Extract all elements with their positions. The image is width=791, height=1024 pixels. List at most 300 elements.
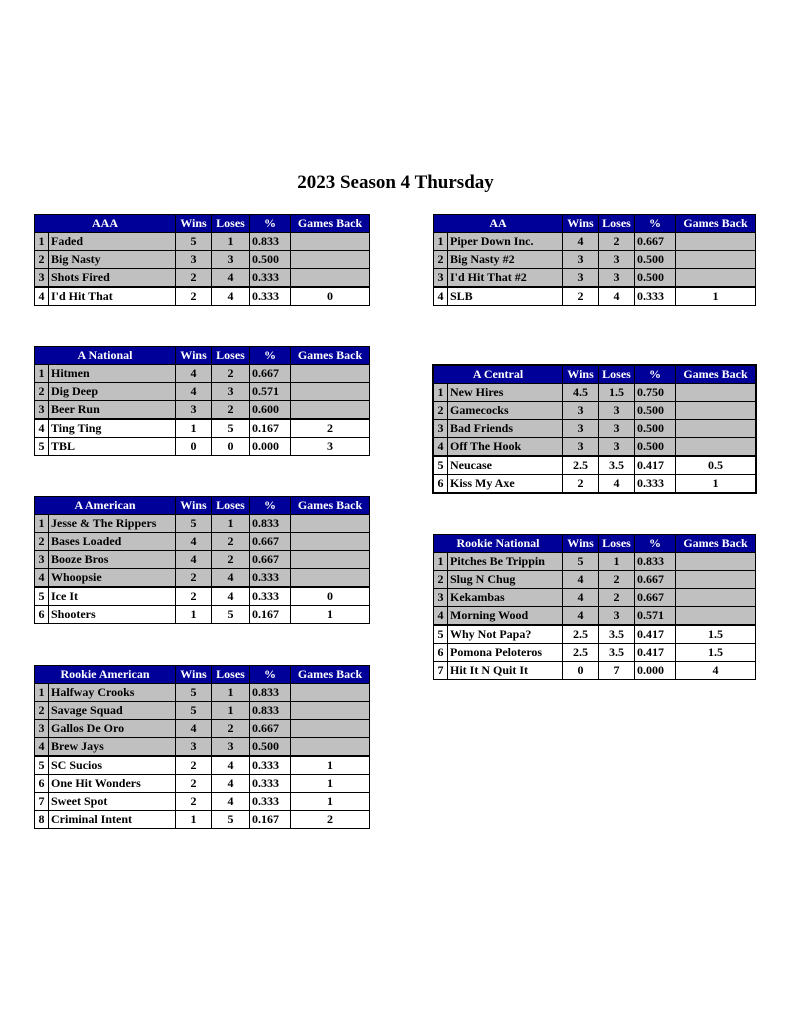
pct-cell: 0.333 (250, 775, 291, 793)
loses-cell: 2 (212, 533, 250, 551)
games-back-cell: 0.5 (676, 456, 756, 475)
loses-cell: 2 (212, 401, 250, 420)
pct-cell: 0.833 (250, 515, 291, 533)
wins-header: Wins (176, 215, 212, 233)
table-row (35, 738, 370, 757)
table-row (35, 383, 370, 401)
games-back-cell: 0 (291, 287, 370, 306)
table-row (35, 287, 370, 306)
wins-cell: 3 (176, 738, 212, 757)
pct-cell: 0.667 (250, 365, 291, 383)
games-back-cell (291, 515, 370, 533)
rank-cell: 8 (35, 811, 49, 829)
standings-table-aa (433, 214, 756, 306)
wins-cell: 1 (176, 606, 212, 624)
rank-cell: 2 (35, 383, 49, 401)
pct-cell: 0.333 (635, 287, 676, 306)
team-name-cell: Hit It N Quit It (448, 662, 563, 680)
pct-cell: 0.750 (635, 384, 676, 402)
rank-cell: 2 (35, 533, 49, 551)
rank-cell: 4 (35, 287, 49, 306)
rank-cell: 3 (35, 720, 49, 738)
table-row (434, 384, 756, 402)
rank-cell: 4 (35, 419, 49, 438)
loses-header: Loses (212, 497, 250, 515)
games-back-cell: 2 (291, 811, 370, 829)
games-back-cell: 0 (291, 587, 370, 606)
games-back-cell: 1 (291, 756, 370, 775)
division-name-header: Rookie American (35, 666, 176, 684)
games-back-cell (676, 384, 756, 402)
pct-cell: 0.667 (250, 533, 291, 551)
loses-cell: 2 (212, 720, 250, 738)
rank-cell: 6 (434, 644, 448, 662)
loses-cell: 3 (212, 383, 250, 401)
loses-cell: 1 (212, 684, 250, 702)
loses-cell: 5 (212, 606, 250, 624)
games-back-cell: 1 (291, 793, 370, 811)
games-back-cell: 1 (291, 606, 370, 624)
wins-cell: 3 (563, 438, 599, 457)
team-name-cell: Ice It (49, 587, 176, 606)
table-header-row (35, 347, 370, 365)
wins-cell: 2 (176, 775, 212, 793)
games-back-cell (676, 589, 756, 607)
loses-header: Loses (212, 215, 250, 233)
standings-table-a-national (34, 346, 370, 456)
loses-cell: 2 (212, 365, 250, 383)
pct-cell: 0.000 (250, 438, 291, 456)
pct-cell: 0.167 (250, 811, 291, 829)
loses-cell: 3 (599, 269, 635, 288)
games-back-cell: 1.5 (676, 644, 756, 662)
rank-cell: 7 (434, 662, 448, 680)
wins-cell: 0 (563, 662, 599, 680)
table-row (35, 551, 370, 569)
table-row (35, 702, 370, 720)
table-row (434, 553, 756, 571)
table-row (35, 793, 370, 811)
pct-cell: 0.333 (635, 475, 676, 493)
games-back-cell (676, 571, 756, 589)
team-name-cell: TBL (49, 438, 176, 456)
pct-cell: 0.417 (635, 644, 676, 662)
rank-cell: 1 (434, 384, 448, 402)
division-name-header: A Central (434, 366, 563, 384)
loses-cell: 0 (212, 438, 250, 456)
games-back-cell: 3 (291, 438, 370, 456)
rank-cell: 6 (434, 475, 448, 493)
loses-cell: 2 (599, 233, 635, 251)
table-row (35, 569, 370, 588)
wins-header: Wins (176, 347, 212, 365)
games-back-cell (676, 233, 756, 251)
rank-cell: 5 (434, 625, 448, 644)
standings-table-a-american (34, 496, 370, 624)
loses-header: Loses (212, 347, 250, 365)
pct-cell: 0.000 (635, 662, 676, 680)
games-back-cell (291, 720, 370, 738)
wins-header: Wins (176, 666, 212, 684)
table-row (434, 625, 756, 644)
team-name-cell: Sweet Spot (49, 793, 176, 811)
games-back-cell: 1 (291, 775, 370, 793)
rank-cell: 3 (35, 269, 49, 288)
rank-cell: 6 (35, 775, 49, 793)
pct-cell: 0.417 (635, 625, 676, 644)
rank-cell: 2 (434, 402, 448, 420)
wins-cell: 4 (563, 607, 599, 626)
wins-cell: 3 (176, 401, 212, 420)
team-name-cell: Savage Squad (49, 702, 176, 720)
rank-cell: 3 (434, 420, 448, 438)
table-row (35, 419, 370, 438)
games-back-header: Games Back (291, 347, 370, 365)
games-back-header: Games Back (676, 215, 756, 233)
pct-cell: 0.833 (250, 702, 291, 720)
team-name-cell: Big Nasty (49, 251, 176, 269)
team-name-cell: Criminal Intent (49, 811, 176, 829)
table-header-row (35, 666, 370, 684)
pct-cell: 0.333 (250, 793, 291, 811)
games-back-cell (676, 402, 756, 420)
team-name-cell: Bases Loaded (49, 533, 176, 551)
table-row (434, 420, 756, 438)
team-name-cell: Jesse & The Rippers (49, 515, 176, 533)
loses-cell: 1 (212, 233, 250, 251)
rank-cell: 4 (434, 438, 448, 457)
rank-cell: 2 (35, 702, 49, 720)
loses-cell: 2 (599, 571, 635, 589)
loses-header: Loses (599, 215, 635, 233)
table-row (434, 233, 756, 251)
team-name-cell: New Hires (448, 384, 563, 402)
team-name-cell: Shooters (49, 606, 176, 624)
wins-cell: 2.5 (563, 625, 599, 644)
loses-cell: 4 (212, 269, 250, 288)
games-back-cell (676, 553, 756, 571)
loses-cell: 2 (212, 551, 250, 569)
team-name-cell: Halfway Crooks (49, 684, 176, 702)
table-row (434, 589, 756, 607)
wins-cell: 2 (176, 287, 212, 306)
games-back-cell (676, 438, 756, 457)
pct-cell: 0.667 (635, 589, 676, 607)
pct-cell: 0.417 (635, 456, 676, 475)
pct-cell: 0.333 (250, 287, 291, 306)
games-back-cell (676, 607, 756, 626)
team-name-cell: Morning Wood (448, 607, 563, 626)
table-row (35, 401, 370, 420)
team-name-cell: Neucase (448, 456, 563, 475)
pct-cell: 0.833 (635, 553, 676, 571)
wins-cell: 5 (563, 553, 599, 571)
team-name-cell: One Hit Wonders (49, 775, 176, 793)
team-name-cell: Shots Fired (49, 269, 176, 288)
table-row (35, 269, 370, 288)
team-name-cell: Piper Down Inc. (448, 233, 563, 251)
loses-header: Loses (212, 666, 250, 684)
team-name-cell: Brew Jays (49, 738, 176, 757)
table-row (35, 775, 370, 793)
loses-cell: 3 (599, 438, 635, 457)
pct-header: % (635, 366, 676, 384)
wins-cell: 3 (563, 251, 599, 269)
pct-cell: 0.667 (250, 720, 291, 738)
rank-cell: 1 (35, 365, 49, 383)
table-row (35, 684, 370, 702)
pct-cell: 0.500 (635, 438, 676, 457)
loses-cell: 3.5 (599, 625, 635, 644)
wins-cell: 2 (176, 269, 212, 288)
pct-cell: 0.667 (635, 233, 676, 251)
loses-cell: 3 (599, 402, 635, 420)
games-back-cell (291, 684, 370, 702)
loses-cell: 4 (212, 775, 250, 793)
pct-cell: 0.600 (250, 401, 291, 420)
rank-cell: 1 (35, 684, 49, 702)
games-back-cell (676, 420, 756, 438)
wins-cell: 2 (176, 569, 212, 588)
pct-cell: 0.833 (250, 684, 291, 702)
table-row (35, 811, 370, 829)
pct-cell: 0.500 (635, 251, 676, 269)
rank-cell: 3 (434, 269, 448, 288)
games-back-header: Games Back (676, 366, 756, 384)
team-name-cell: Pomona Peloteros (448, 644, 563, 662)
wins-cell: 2.5 (563, 644, 599, 662)
games-back-cell (291, 738, 370, 757)
wins-cell: 2 (176, 793, 212, 811)
games-back-cell: 1 (676, 287, 756, 306)
loses-cell: 5 (212, 419, 250, 438)
wins-cell: 3 (176, 251, 212, 269)
page-title: 2023 Season 4 Thursday (297, 172, 494, 193)
loses-cell: 4 (212, 587, 250, 606)
wins-cell: 2.5 (563, 456, 599, 475)
rank-cell: 1 (434, 233, 448, 251)
games-back-cell (291, 702, 370, 720)
games-back-cell (676, 269, 756, 288)
team-name-cell: Slug N Chug (448, 571, 563, 589)
games-back-cell: 1 (676, 475, 756, 493)
rank-cell: 7 (35, 793, 49, 811)
games-back-cell (291, 383, 370, 401)
wins-cell: 5 (176, 684, 212, 702)
rank-cell: 3 (434, 589, 448, 607)
wins-cell: 3 (563, 420, 599, 438)
games-back-header: Games Back (676, 535, 756, 553)
standings-table-rookie-national (433, 534, 756, 680)
team-name-cell: Bad Friends (448, 420, 563, 438)
loses-cell: 3 (212, 251, 250, 269)
table-row (35, 533, 370, 551)
table-header-row (434, 535, 756, 553)
pct-cell: 0.571 (635, 607, 676, 626)
pct-cell: 0.500 (250, 738, 291, 757)
table-row (35, 251, 370, 269)
loses-cell: 1 (212, 702, 250, 720)
games-back-header: Games Back (291, 215, 370, 233)
rank-cell: 1 (35, 233, 49, 251)
games-back-cell: 2 (291, 419, 370, 438)
division-name-header: AAA (35, 215, 176, 233)
loses-cell: 2 (599, 589, 635, 607)
team-name-cell: Pitches Be Trippin (448, 553, 563, 571)
wins-cell: 5 (176, 702, 212, 720)
pct-header: % (250, 347, 291, 365)
table-header-row (35, 497, 370, 515)
rank-cell: 1 (434, 553, 448, 571)
loses-cell: 7 (599, 662, 635, 680)
pct-cell: 0.500 (635, 420, 676, 438)
wins-cell: 3 (563, 269, 599, 288)
wins-cell: 4.5 (563, 384, 599, 402)
wins-cell: 1 (176, 811, 212, 829)
loses-cell: 4 (212, 569, 250, 588)
division-name-header: Rookie National (434, 535, 563, 553)
wins-header: Wins (563, 366, 599, 384)
games-back-cell (291, 365, 370, 383)
table-row (35, 720, 370, 738)
pct-header: % (635, 535, 676, 553)
games-back-cell (291, 533, 370, 551)
team-name-cell: Why Not Papa? (448, 625, 563, 644)
wins-cell: 4 (176, 383, 212, 401)
rank-cell: 1 (35, 515, 49, 533)
pct-cell: 0.167 (250, 419, 291, 438)
pct-header: % (250, 666, 291, 684)
rank-cell: 4 (35, 569, 49, 588)
table-row (434, 475, 756, 493)
rank-cell: 5 (35, 587, 49, 606)
division-name-header: A National (35, 347, 176, 365)
loses-cell: 3 (212, 738, 250, 757)
team-name-cell: Kekambas (448, 589, 563, 607)
wins-header: Wins (176, 497, 212, 515)
rank-cell: 2 (35, 251, 49, 269)
table-row (35, 515, 370, 533)
wins-header: Wins (563, 535, 599, 553)
loses-cell: 4 (599, 287, 635, 306)
table-row (434, 438, 756, 457)
wins-cell: 5 (176, 515, 212, 533)
team-name-cell: SLB (448, 287, 563, 306)
table-row (434, 251, 756, 269)
table-header-row (35, 215, 370, 233)
team-name-cell: Gallos De Oro (49, 720, 176, 738)
table-row (434, 287, 756, 306)
table-row (434, 456, 756, 475)
pct-cell: 0.333 (250, 569, 291, 588)
rank-cell: 5 (434, 456, 448, 475)
games-back-cell (291, 233, 370, 251)
table-row (434, 607, 756, 626)
team-name-cell: Whoopsie (49, 569, 176, 588)
wins-header: Wins (563, 215, 599, 233)
loses-cell: 4 (212, 793, 250, 811)
table-row (434, 269, 756, 288)
table-row (35, 365, 370, 383)
team-name-cell: Dig Deep (49, 383, 176, 401)
wins-cell: 4 (176, 365, 212, 383)
pct-cell: 0.500 (635, 402, 676, 420)
loses-header: Loses (599, 366, 635, 384)
loses-cell: 3 (599, 607, 635, 626)
games-back-header: Games Back (291, 497, 370, 515)
wins-cell: 2 (563, 287, 599, 306)
loses-cell: 1 (599, 553, 635, 571)
rank-cell: 2 (434, 251, 448, 269)
table-row (35, 587, 370, 606)
team-name-cell: SC Sucios (49, 756, 176, 775)
loses-cell: 3.5 (599, 456, 635, 475)
table-row (434, 662, 756, 680)
pct-cell: 0.333 (250, 587, 291, 606)
wins-cell: 4 (563, 571, 599, 589)
games-back-cell (291, 269, 370, 288)
rank-cell: 3 (35, 401, 49, 420)
wins-cell: 1 (176, 419, 212, 438)
games-back-cell (291, 251, 370, 269)
loses-cell: 1.5 (599, 384, 635, 402)
wins-cell: 4 (176, 551, 212, 569)
games-back-cell: 4 (676, 662, 756, 680)
loses-cell: 1 (212, 515, 250, 533)
rank-cell: 6 (35, 606, 49, 624)
team-name-cell: Ting Ting (49, 419, 176, 438)
rank-cell: 5 (35, 438, 49, 456)
rank-cell: 4 (35, 738, 49, 757)
wins-cell: 3 (563, 402, 599, 420)
team-name-cell: Gamecocks (448, 402, 563, 420)
table-row (434, 571, 756, 589)
loses-header: Loses (599, 535, 635, 553)
loses-cell: 4 (212, 287, 250, 306)
standings-table-rookie-american (34, 665, 370, 829)
pct-cell: 0.333 (250, 269, 291, 288)
rank-cell: 5 (35, 756, 49, 775)
team-name-cell: I'd Hit That (49, 287, 176, 306)
wins-cell: 4 (176, 533, 212, 551)
team-name-cell: Booze Bros (49, 551, 176, 569)
loses-cell: 3.5 (599, 644, 635, 662)
rank-cell: 4 (434, 287, 448, 306)
games-back-cell (291, 551, 370, 569)
pct-cell: 0.167 (250, 606, 291, 624)
wins-cell: 5 (176, 233, 212, 251)
table-row (434, 644, 756, 662)
team-name-cell: Off The Hook (448, 438, 563, 457)
pct-cell: 0.571 (250, 383, 291, 401)
table-row (35, 606, 370, 624)
table-header-row (434, 366, 756, 384)
team-name-cell: I'd Hit That #2 (448, 269, 563, 288)
division-name-header: A American (35, 497, 176, 515)
wins-cell: 4 (563, 233, 599, 251)
pct-cell: 0.500 (635, 269, 676, 288)
team-name-cell: Kiss My Axe (448, 475, 563, 493)
loses-cell: 3 (599, 420, 635, 438)
pct-header: % (250, 497, 291, 515)
standings-table-a-central (433, 365, 756, 493)
rank-cell: 4 (434, 607, 448, 626)
loses-cell: 4 (599, 475, 635, 493)
loses-cell: 4 (212, 756, 250, 775)
wins-cell: 4 (176, 720, 212, 738)
wins-cell: 4 (563, 589, 599, 607)
wins-cell: 2 (176, 756, 212, 775)
